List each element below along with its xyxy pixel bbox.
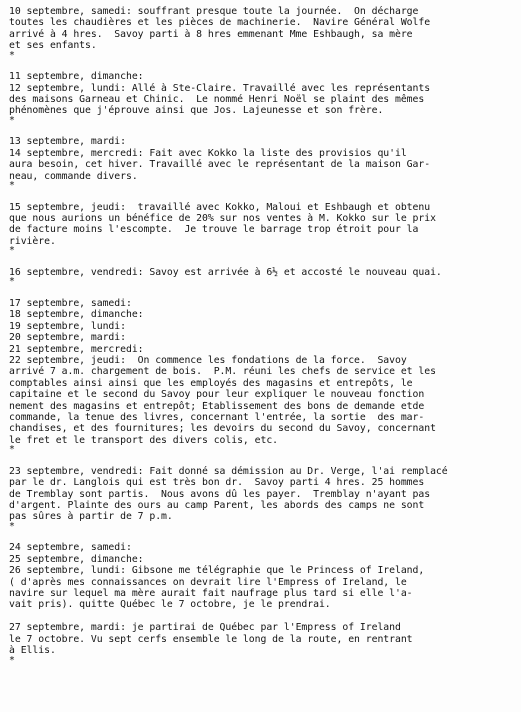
- diary-entry-16-septembre: [9, 267, 515, 286]
- entry-separator: *: [9, 276, 15, 288]
- entry-line: arrivé à 4 hres. Savoy parti à 8 hres emmenant Mme Eshbaugh, sa mère: [9, 28, 413, 40]
- entry-separator: *: [9, 49, 15, 61]
- diary-entry-17-22-septembre: [9, 298, 515, 454]
- entry-line: des maisons Garneau et Chinic. Le nommé Henri Noël se plaint des mêmes: [9, 94, 425, 106]
- entry-line: 15 septembre, jeudi: travaillé avec Kokko, Maloui et Eshbaugh et obtenu: [9, 201, 431, 213]
- entry-line: pas sûres à partir de 7 p.m.: [9, 511, 173, 523]
- entry-line: de facture moins l'escompte. Je trouve le barrage trop étroit pour la: [9, 224, 419, 236]
- entry-line: nement des magasins et entrepôt; Établissement des bons de demande etde: [9, 400, 425, 412]
- entry-line: phénomènes que j'éprouve ainsi que Jos. Lajeunesse et son frère.: [9, 105, 384, 117]
- diary-entry-23-septembre: [9, 466, 515, 531]
- entry-line: 22 septembre, jeudi: On commence les fondations de la force. Savoy: [9, 354, 407, 366]
- entry-line: le fret et le transport des divers colis, etc.: [9, 434, 279, 446]
- entry-line: 11 septembre, dimanche:: [9, 71, 144, 83]
- entry-line: 25 septembre, dimanche:: [9, 553, 144, 565]
- entry-line: par le dr. Langlois qui est très bon dr. Savoy parti 4 hres. 25 hommes: [9, 477, 425, 489]
- entry-line: d'argent. Plainte des ours au camp Parent, les abords des camps ne sont: [9, 499, 425, 511]
- entry-separator: *: [9, 520, 15, 532]
- entry-separator: *: [9, 245, 15, 257]
- diary-entry-11-12-septembre: [9, 71, 515, 125]
- entry-line: 16 septembre, vendredi: Savoy est arrivée à 6½ et accosté le nouveau quai.: [9, 266, 442, 278]
- entry-line: toutes les chaudières et les pièces de machinerie. Navire Général Wolfe: [9, 17, 431, 29]
- entry-line: chandises, et des fournitures; les devoirs du second du Savoy, concernant: [9, 423, 436, 435]
- diary-entry-24-26-septembre: [9, 542, 515, 610]
- entry-line: 12 septembre, lundi: Allé à Ste-Claire. Travaillé avec les représentants: [9, 82, 431, 94]
- entry-line: 27 septembre, mardi: je partirai de Québec par l'Empress of Ireland: [9, 622, 401, 634]
- entry-line: 18 septembre, dimanche:: [9, 309, 144, 321]
- diary-entry-27-septembre: [9, 622, 515, 664]
- entry-line: à Ellis.: [9, 645, 56, 657]
- entry-line: 14 septembre, mercredi: Fait avec Kokko la liste des provisios qu'il: [9, 147, 407, 159]
- entry-line: arrivé 7 a.m. chargement de bois. P.M. réuni les chefs de service et les: [9, 366, 436, 378]
- entry-line: capitaine et le second du Savoy pour leur expliquer le nouveau fonction: [9, 389, 425, 401]
- entry-line: que nous aurions un bénéfice de 20% sur nos ventes à M. Kokko sur le prix: [9, 213, 436, 225]
- entry-line: navire sur lequel ma mère aurait fait naufrage plus tard si elle l'a-: [9, 588, 413, 599]
- entry-line: 26 septembre, lundi: Gibsone me télégraphie que le Princess of Ireland,: [9, 565, 425, 577]
- entry-line: ( d'après mes connaissances on devrait lire l'Empress of Ireland, le: [9, 576, 407, 588]
- entry-line: 24 septembre, samedi:: [9, 542, 132, 554]
- entry-line: 23 septembre, vendredi: Fait donné sa démission au Dr. Verge, l'ai remplacé: [9, 465, 448, 477]
- entry-line: commande, la tenue des livres, concernant l'entrée, la sortie des mar-: [9, 411, 425, 423]
- entry-line: comptables ainsi ainsi que les employés des magasins et entrepôts, le: [9, 377, 413, 389]
- entry-separator: *: [9, 114, 15, 126]
- entry-line: et ses enfants.: [9, 40, 97, 52]
- entry-line: le 7 octobre. Vu sept cerfs ensemble le long de la route, en rentrant: [9, 633, 413, 645]
- entry-separator: *: [9, 180, 15, 192]
- entry-line: rivière.: [9, 235, 56, 247]
- entry-line: 13 septembre, mardi:: [9, 136, 126, 148]
- entry-line: aura besoin, cet hiver. Travaillé avec le représentant de la maison Gar-: [9, 159, 431, 171]
- entry-line: 10 septembre, samedi: souffrant presque toute la journée. On décharge: [9, 6, 419, 17]
- entry-separator: *: [9, 654, 15, 666]
- entry-line: vait pris). quitte Québec le 7 octobre, je le prendrai.: [9, 599, 331, 611]
- entry-separator: *: [9, 444, 15, 456]
- diary-entry-13-14-septembre: [9, 136, 515, 190]
- entry-line: 20 septembre, mardi:: [9, 332, 126, 344]
- entry-line: 21 septembre, mercredi:: [9, 343, 144, 355]
- diary-entry-15-septembre: [9, 202, 515, 256]
- entry-line: 17 septembre, samedi:: [9, 297, 132, 309]
- entry-line: neau, commande divers.: [9, 170, 138, 182]
- diary-entry-10-septembre: [9, 6, 515, 60]
- entry-line: 19 septembre, lundi:: [9, 320, 126, 332]
- entry-line: de Tremblay sont partis. Nous avons dû les payer. Tremblay n'ayant pas: [9, 488, 431, 500]
